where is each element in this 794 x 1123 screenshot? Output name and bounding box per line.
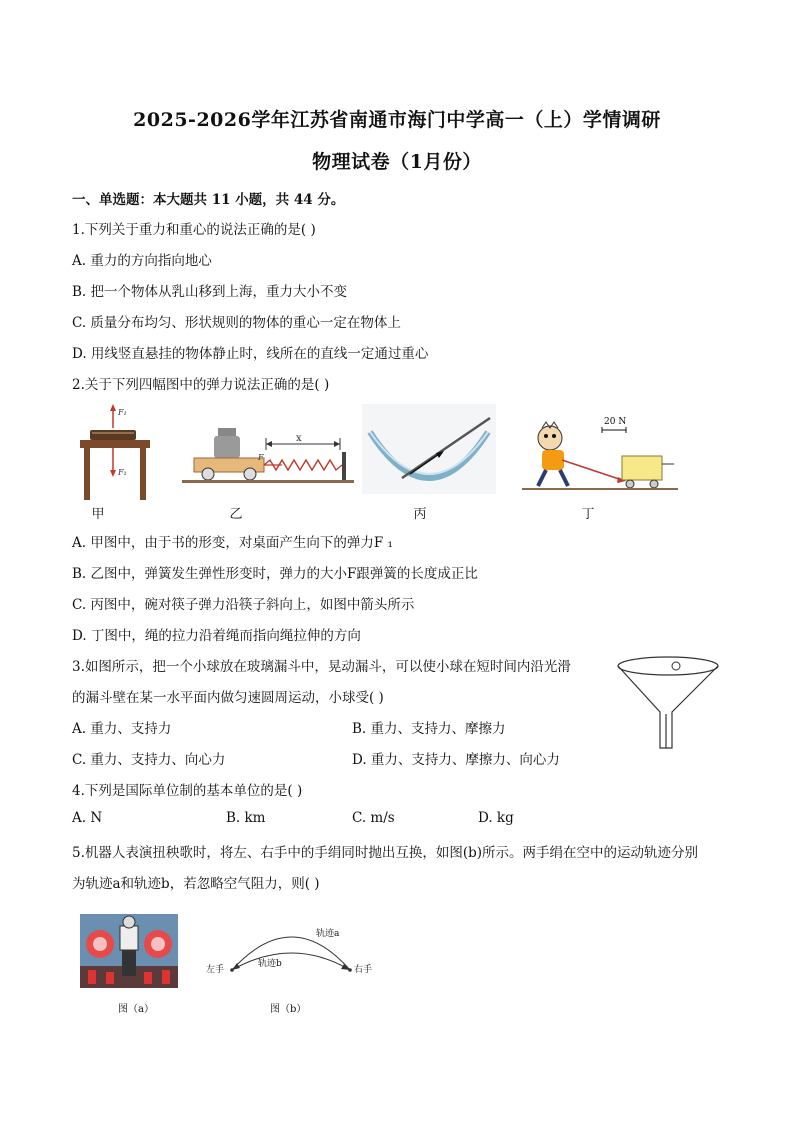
label-f1-up: F₁ [118,408,127,417]
q1-option-b: B. 把一个物体从乳山移到上海，重力大小不变 [72,284,348,300]
label-trajectory-a: 轨迹a [316,929,340,939]
label-right-hand: 右手 [354,965,373,975]
title-line-2: 物理试卷（1月份） [312,151,482,173]
figure-ding-pulling-cart [522,408,678,494]
q2-option-c: C. 丙图中，碗对筷子弹力沿筷子斜向上，如图中箭头所示 [72,597,415,613]
q2-option-b: B. 乙图中，弹簧发生弹性形变时，弹力的大小F跟弹簧的长度成正比 [72,566,478,582]
caption-bing: 丙 [413,507,427,522]
q1-option-c: C. 质量分布均匀、形状规则的物体的重心一定在物体上 [72,315,401,331]
title-line-1: 2025-2026学年江苏省南通市海门中学高一（上）学情调研 [133,109,661,131]
label-f1-down: F₁ [118,468,127,477]
q2-option-d: D. 丁图中，绳的拉力沿着绳而指向绳拉伸的方向 [72,628,361,644]
label-20n: 20 N [604,417,627,427]
q5-stem-line-1: 5.机器人表演扭秧歌时，将左、右手中的手绢同时抛出互换，如图(b)所示。两手绢在空中的运动轨迹分别 [72,845,699,861]
caption-fig-a: 图（a） [118,1004,154,1015]
caption-ding: 丁 [581,507,595,522]
q4-option-b: B. km [226,810,266,826]
label-spring-f: F [258,453,264,462]
q4-option-c: C. m/s [352,810,395,826]
q1-option-d: D. 用线竖直悬挂的物体静止时，线所在的直线一定通过重心 [72,346,429,362]
label-spring-x: x [296,433,302,444]
q3-option-d: D. 重力、支持力、摩擦力、向心力 [352,752,560,768]
caption-yi: 乙 [229,507,243,522]
figure-b-trajectories [204,914,384,984]
q4-option-a: A. N [72,810,103,826]
caption-jia: 甲 [91,507,105,522]
label-trajectory-b: 轨迹b [258,959,282,969]
caption-fig-b: 图（b） [270,1004,307,1015]
figure-yi-cart-spring [182,420,354,492]
label-left-hand: 左手 [206,965,225,975]
q3-option-c: C. 重力、支持力、向心力 [72,752,226,768]
figure-bing-bowl-chopstick [362,404,496,494]
figure-funnel [614,652,724,752]
q3-stem-line-2: 的漏斗壁在某一水平面内做匀速圆周运动，小球受( ) [72,690,384,706]
q1-option-a: A. 重力的方向指向地心 [72,253,212,269]
q2-stem: 2.关于下列四幅图中的弹力说法正确的是( ) [72,377,330,393]
q4-stem: 4.下列是国际单位制的基本单位的是( ) [72,783,303,799]
q4-option-d: D. kg [478,810,514,826]
section-heading: 一、单选题：本大题共 11 小题，共 44 分。 [72,192,345,208]
q3-option-b: B. 重力、支持力、摩擦力 [352,721,506,737]
figure-a-robot-photo [80,914,178,988]
q5-stem-line-2: 为轨迹a和轨迹b，若忽略空气阻力，则( ) [72,876,320,892]
q3-option-a: A. 重力、支持力 [72,721,172,737]
q1-stem: 1.下列关于重力和重心的说法正确的是( ) [72,222,316,238]
q2-option-a: A. 甲图中，由于书的形变，对桌面产生向下的弹力F ₁ [72,535,393,551]
figure-jia-table-book [76,402,156,502]
q3-stem-line-1: 3.如图所示，把一个小球放在玻璃漏斗中，晃动漏斗，可以使小球在短时间内沿光滑 [72,659,571,675]
